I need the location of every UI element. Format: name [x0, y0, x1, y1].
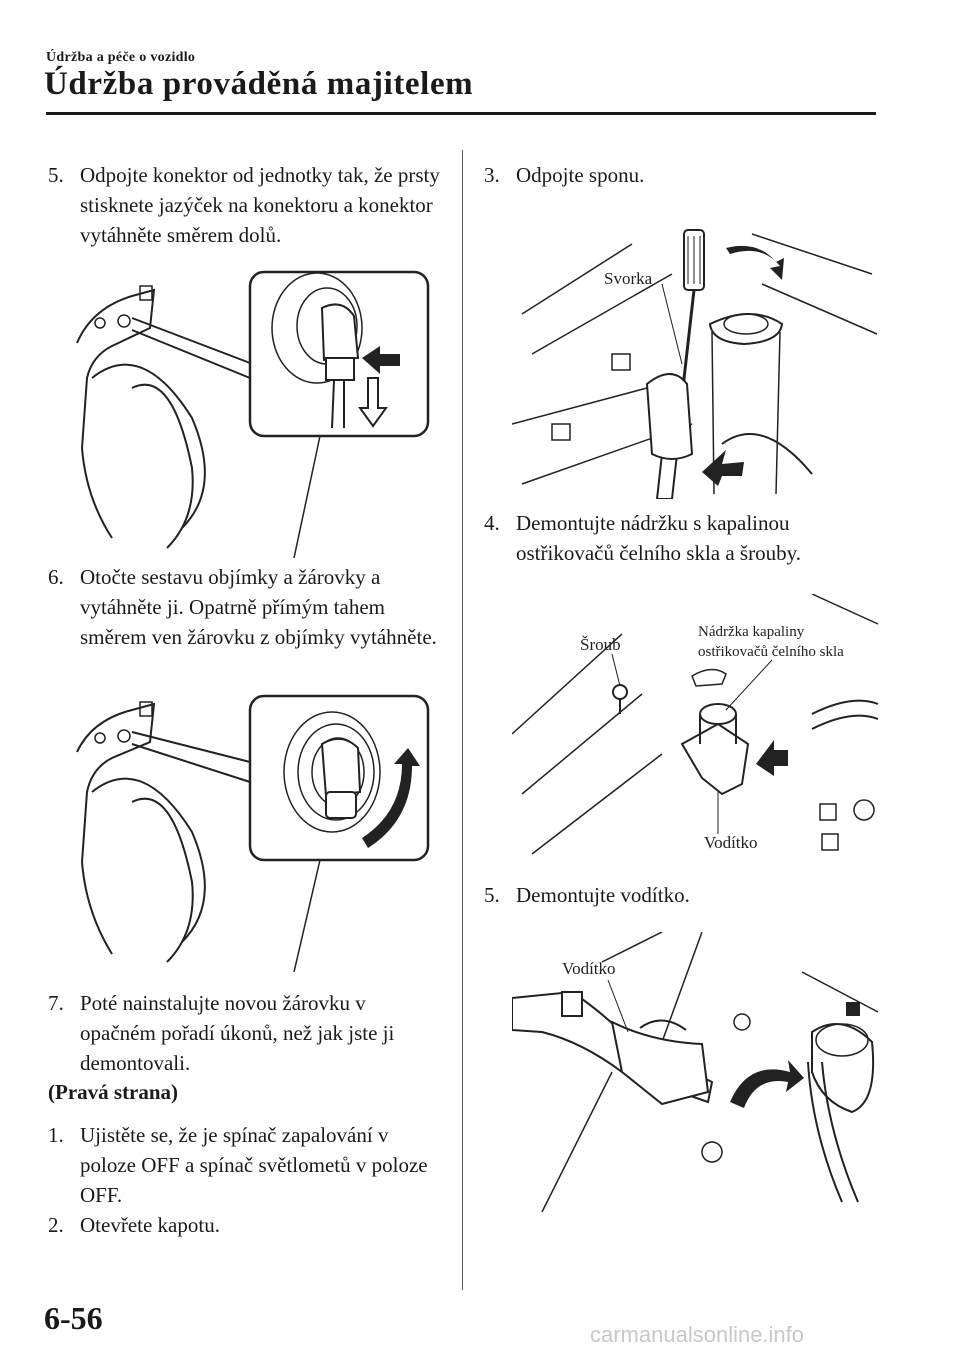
- label-nadrzka-line1: Nádržka kapaliny: [698, 624, 805, 640]
- step-text: Odpojte konektor od jednotky tak, že prsty stisknete jazýček na konektoru a konektor vytáhněte směrem dolů.: [80, 163, 440, 247]
- left-step-2: [48, 1210, 443, 1240]
- figure-connector-disconnect: [72, 268, 442, 558]
- step-text: Ujistěte se, že je spínač zapalování v poloze OFF a spínač světlometů v poloze OFF.: [80, 1123, 428, 1207]
- step-text: Odpojte sponu.: [516, 163, 645, 187]
- step-number: 7.: [48, 991, 64, 1015]
- right-step-5: [484, 880, 884, 910]
- step-text: Poté nainstalujte novou žárovku v opačném pořadí úkonů, než jak jste ji demontovali.: [80, 991, 395, 1075]
- watermark: carmanualsonline.info: [590, 1322, 805, 1347]
- step-number: 6.: [48, 565, 64, 589]
- step-number: 2.: [48, 1213, 64, 1237]
- step-number: 1.: [48, 1123, 64, 1147]
- page-title: Údržba prováděná majitelem: [44, 66, 474, 102]
- label-sroub: Šroub: [580, 635, 621, 654]
- right-step-4: [484, 508, 884, 568]
- section-label: Údržba a péče o vozidlo: [46, 50, 196, 65]
- step-text: Demontujte vodítko.: [516, 883, 690, 907]
- step-number: 5.: [484, 883, 500, 907]
- figure-clip: [512, 214, 882, 499]
- left-step-1: [48, 1120, 443, 1210]
- left-step-7: [48, 988, 443, 1078]
- step-number: 3.: [484, 163, 500, 187]
- page-number: 6-56: [44, 1300, 103, 1336]
- label-voditko-a: Vodítko: [704, 833, 758, 852]
- title-rule: [46, 112, 876, 115]
- label-voditko-b: Vodítko: [562, 959, 616, 978]
- left-step-6: [48, 562, 443, 652]
- column-divider: [462, 150, 463, 1290]
- step-text: Otočte sestavu objímky a žárovky a vytáhněte ji. Opatrně přímým tahem směrem ven žárovku z objímky vytáhněte.: [80, 565, 437, 649]
- figure-guide: [512, 932, 882, 1212]
- label-svorka: Svorka: [604, 269, 653, 288]
- subheading-right-side: (Pravá strana): [48, 1080, 179, 1104]
- step-number: 5.: [48, 163, 64, 187]
- right-step-3: [484, 160, 884, 190]
- figure-bulb-twist: [72, 692, 442, 972]
- left-step-5: [48, 160, 443, 250]
- figure-washer-tank: [512, 594, 882, 866]
- step-number: 4.: [484, 511, 500, 535]
- step-text: Otevřete kapotu.: [80, 1213, 220, 1237]
- step-text: Demontujte nádržku s kapalinou ostřikovačů čelního skla a šrouby.: [516, 511, 801, 565]
- label-nadrzka-line2: ostřikovačů čelního skla: [698, 644, 844, 660]
